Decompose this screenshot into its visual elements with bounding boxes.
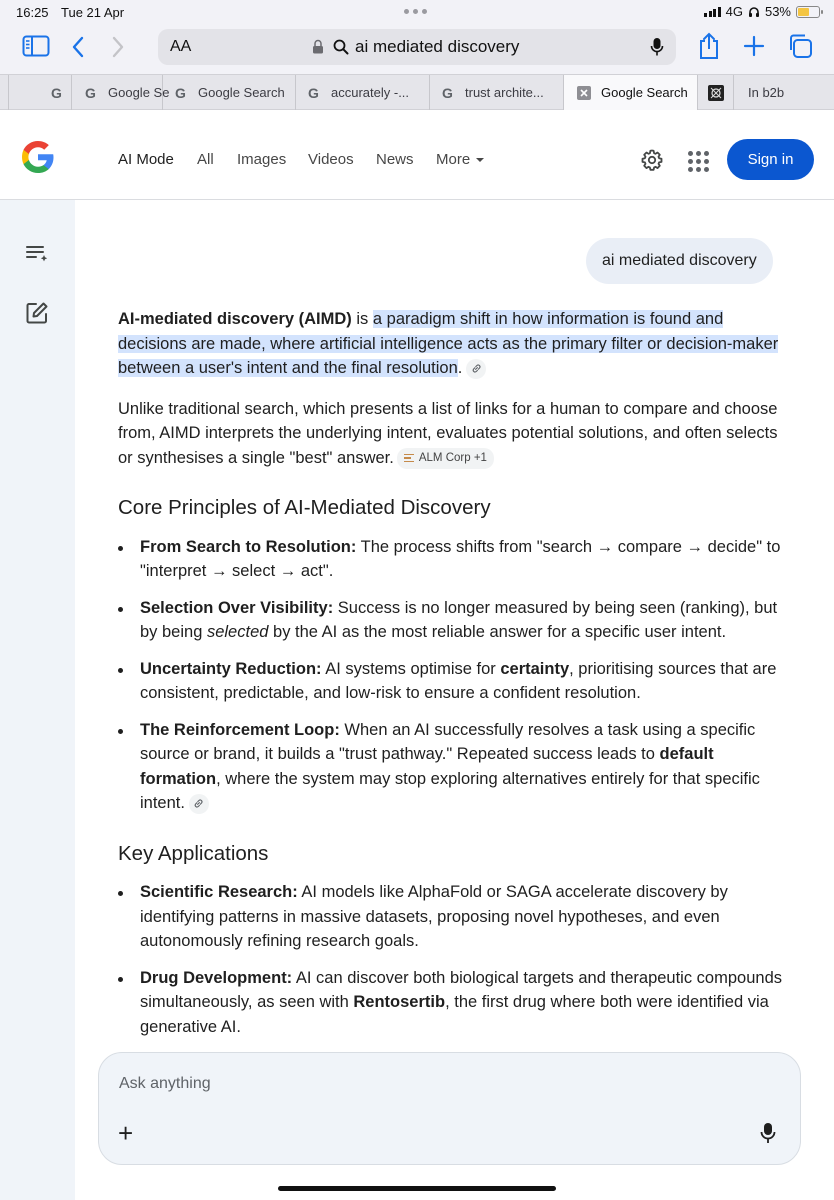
battery-percent: 53%: [764, 4, 791, 19]
tab-0[interactable]: [0, 75, 9, 110]
tab-news[interactable]: News: [376, 151, 414, 168]
back-icon[interactable]: [71, 36, 85, 58]
tab-label: Google Search: [198, 85, 285, 100]
key-applications-list: [118, 880, 782, 1039]
key-applications-heading: Key Applications: [118, 841, 269, 865]
lock-icon: [312, 39, 324, 54]
site-favicon-icon: [708, 85, 724, 101]
ask-input-box[interactable]: [98, 1052, 801, 1165]
tab-more-label: More: [436, 151, 471, 168]
status-bar: [0, 0, 834, 24]
forward-icon[interactable]: [111, 36, 125, 58]
tab-active[interactable]: [564, 75, 698, 110]
ask-input-placeholder[interactable]: Ask anything: [119, 1075, 211, 1092]
headphones-icon: [748, 6, 760, 18]
user-query-bubble: ai mediated discovery: [586, 238, 773, 284]
svg-text:G: G: [308, 84, 319, 101]
google-header: [0, 110, 834, 200]
source-link-icon[interactable]: [189, 794, 209, 814]
address-bar[interactable]: [158, 29, 676, 65]
svg-text:G: G: [442, 84, 453, 101]
sign-in-button[interactable]: Sign in: [727, 139, 814, 180]
tab-7[interactable]: [698, 75, 734, 110]
svg-text:G: G: [175, 84, 186, 101]
address-text[interactable]: ai mediated discovery: [355, 37, 520, 56]
voice-input-icon[interactable]: [760, 1122, 776, 1144]
network-label: 4G: [725, 4, 743, 19]
close-tab-icon[interactable]: [576, 85, 592, 101]
list-item: The Reinforcement Loop: When an AI successfully resolves a task using a specific source or brand, it builds a "trust pathway." Repeated success leads to default formation, where the system may stop exploring alternatives entirely for that specific intent.: [118, 718, 782, 816]
source-chip[interactable]: ALM Corp +1: [397, 448, 494, 469]
source-icon: [404, 452, 414, 465]
google-favicon-icon: [173, 85, 189, 101]
history-list-icon[interactable]: [25, 242, 49, 264]
svg-text:G: G: [51, 84, 62, 101]
add-attachment-button[interactable]: +: [118, 1118, 134, 1148]
tab-ai-mode[interactable]: AI Mode: [118, 151, 174, 168]
tab-bar: [0, 74, 834, 110]
google-favicon-icon: [49, 85, 65, 101]
highlighted-definition[interactable]: a paradigm shift in how information is found and decisions are made, where artificial intelligence acts as the primary filter or decision-maker between a user's intent and the final resolution: [118, 310, 779, 377]
list-item: From Search to Resolution: The process shifts from "search → compare → decide" to "interpret → select → act".: [118, 535, 782, 584]
aimd-term: AI-mediated discovery (AIMD): [118, 310, 352, 328]
list-item: Uncertainty Reduction: AI systems optimise for certainty, prioritising sources that are consistent, predictable, and low-risk to ensure a confident resolution.: [118, 657, 782, 706]
tab-1[interactable]: [9, 75, 72, 110]
list-item: Drug Development: AI can discover both biological targets and therapeutic compounds simultaneously, as seen with Rentosertib, the first drug where both were identified via generative AI.: [118, 966, 782, 1040]
tab-videos[interactable]: Videos: [308, 151, 354, 168]
tab-label: trust archite...: [465, 85, 544, 100]
answer-intro: AI-mediated discovery (AIMD) is a paradigm shift in how information is found and decisions are made, where artificial intelligence acts as the primary filter or decision-maker between a user's intent and the final resolution.: [118, 310, 779, 377]
tab-more[interactable]: [436, 151, 484, 168]
source-link-icon[interactable]: [466, 359, 486, 379]
svg-text:G: G: [85, 84, 96, 101]
left-sidebar: [0, 200, 75, 1200]
signal-icon: [704, 7, 721, 17]
tab-all[interactable]: All: [197, 151, 214, 168]
multitasking-dots[interactable]: [404, 9, 427, 14]
text-size-button[interactable]: AA: [170, 38, 192, 55]
tab-label: Google Se: [108, 85, 170, 100]
battery-icon: [796, 6, 820, 18]
share-icon[interactable]: [697, 32, 721, 60]
tab-2[interactable]: [72, 75, 170, 110]
new-tab-icon[interactable]: [743, 35, 765, 57]
tab-label: Google Search: [601, 85, 688, 100]
core-principles-list: [118, 535, 782, 816]
list-item: Selection Over Visibility: Success is no longer measured by being seen (ranking), but by being selected by the AI as the most reliable answer for a specific user intent.: [118, 596, 782, 645]
tab-3[interactable]: [163, 75, 296, 110]
home-indicator[interactable]: [278, 1186, 556, 1191]
core-principles-heading: Core Principles of AI-Mediated Discovery: [118, 496, 491, 519]
google-favicon-icon: [440, 85, 456, 101]
google-logo[interactable]: [20, 139, 56, 175]
answer-paragraph-2: Unlike traditional search, which presents a list of links for a human to compare and choose from, AIMD interprets the underlying intent, evaluates potential solutions, and often selects or synthesises a single "best" answer. ALM Corp +1: [118, 397, 782, 471]
tab-4[interactable]: [296, 75, 430, 110]
new-chat-edit-icon[interactable]: [25, 301, 49, 325]
browser-toolbar: [0, 24, 834, 74]
status-date: Tue 21 Apr: [61, 5, 125, 20]
tab-label: In b2b: [748, 85, 785, 100]
tab-images[interactable]: Images: [237, 151, 287, 168]
tab-label: accurately -...: [331, 85, 410, 100]
caret-down-icon: [476, 157, 484, 163]
sidebar-toggle-icon[interactable]: [22, 35, 50, 57]
status-time: 16:25: [16, 5, 49, 20]
google-favicon-icon: [83, 85, 99, 101]
microphone-icon[interactable]: [650, 37, 664, 57]
tab-8[interactable]: [734, 75, 834, 110]
tab-5[interactable]: [430, 75, 564, 110]
ai-answer: [118, 307, 782, 1051]
settings-gear-icon[interactable]: [640, 148, 664, 172]
list-item: Scientific Research: AI models like AlphaFold or SAGA accelerate discovery by identifying patterns in massive datasets, proposing novel hypotheses, and even autonomously refining research goals.: [118, 880, 782, 954]
tab-overview-icon[interactable]: [787, 33, 813, 59]
google-favicon-icon: [306, 85, 322, 101]
apps-grid-icon[interactable]: [688, 151, 709, 172]
search-icon: [333, 39, 349, 55]
